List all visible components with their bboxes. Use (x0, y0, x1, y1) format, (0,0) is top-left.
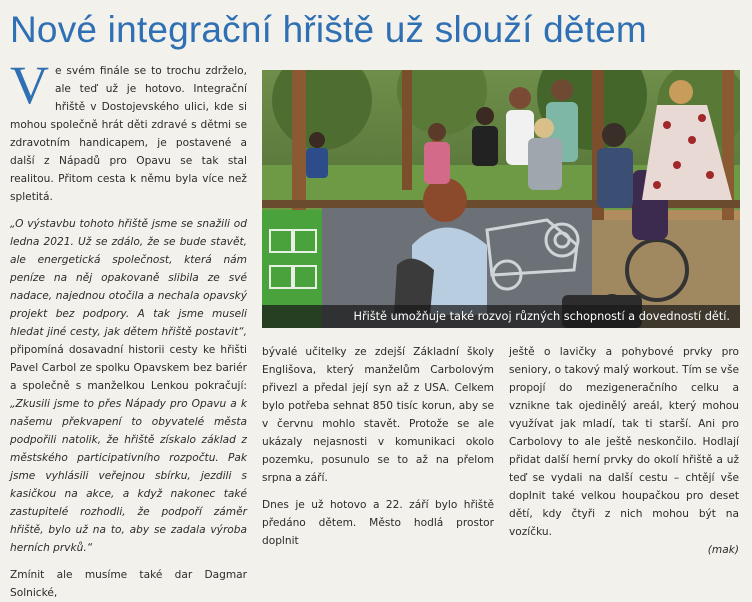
attribution-text: připomíná dosavadní historii cesty ke hřišti Pavel Carbol ze spolku Opavskem bez bariér a společně s manželkou Lenkou pokračují: (10, 344, 247, 392)
quote-paragraph (10, 215, 247, 557)
article-column-3 (509, 343, 739, 559)
photo-caption: Hřiště umožňuje také rozvoj různých schopností a dovedností dětí. (262, 305, 740, 328)
article-headline: Nové integrační hřiště už slouží dětem (10, 9, 647, 50)
author-signature: (mak) (707, 544, 739, 556)
paragraph-3: Zmínit ale musíme také dar Dagmar Solnické, (10, 569, 247, 599)
intro-text: e svém finále se to trochu zdrželo, ale teď už je hotovo. Integrační hřiště v Dostojevského ulici, kde si mohou společně hrát děti zdravé s dětmi se zdravotním handicapem, je postavené a další z Nápadů pro Opavu se tak stal realitou. Přitom cesta k němu byla více než spletitá. (10, 65, 247, 203)
intro-paragraph (10, 55, 247, 206)
article-photo (262, 70, 740, 328)
article-column-1 (10, 55, 247, 602)
col2-paragraph-2: Dnes je už hotovo a 22. září bylo hřiště předáno dětem. Město hodlá prostor doplnit (262, 499, 494, 547)
col2-paragraph-1: bývalé učitelky ze zdejší Základní školy Englišova, který manželům Carbolovým přivezl a předal její syn až z USA. Celkem bylo potřeba sehnat 850 tisíc korun, aby se v červnu mohlo stavět. Protože se ale ukázaly nejasnosti v komunikaci okolo pozemku, posunulo se to až na přelom srpna a září. (262, 346, 494, 484)
playground-photo-illustration (262, 70, 740, 328)
drop-cap: V (10, 55, 49, 115)
quote-text-1: „O výstavbu tohoto hřiště jsme se snažili od ledna 2021. Už se zdálo, že se bude stavět, ale energetická společnost, která nám peníze na něj opakovaně slibila ze své nadace, najednou otočila a nechala opavský projekt bez podpory. A tak jsme museli hledat jiné cesty, jak dětem hřiště postavit“, (10, 218, 247, 338)
quote-text-2: „Zkusili jsme to přes Nápady pro Opavu a k našemu překvapení to obyvatelé města podpořili natolik, že hřiště získalo základ z městského participativního rozpočtu. Pak jsme vyhlásili veřejnou sbírku, jezdili s kasičkou na akce, a když nakonec také zastupitelé rozhodli, že podpoří záměr hřiště, bylo už na to, aby se zadala výroba herních prvků.“ (10, 398, 247, 554)
col3-paragraph-1: ještě o lavičky a pohybové prvky pro seniory, o takový malý workout. Tím se vše propojí do mezigeneračního celku a vznikne tak ojedinělý areál, který mohou využívat jak mladí, tak ti starší. Ani pro Carbolovy to ale ještě neskončilo. Hodlají přidat další herní prvky do okolí hřiště a už teď se vydali na další cestu – chtějí vše doplnit také velkou houpačkou pro deset dětí, kdy čtyři z nich mohou být na vozíčku. (509, 346, 739, 538)
